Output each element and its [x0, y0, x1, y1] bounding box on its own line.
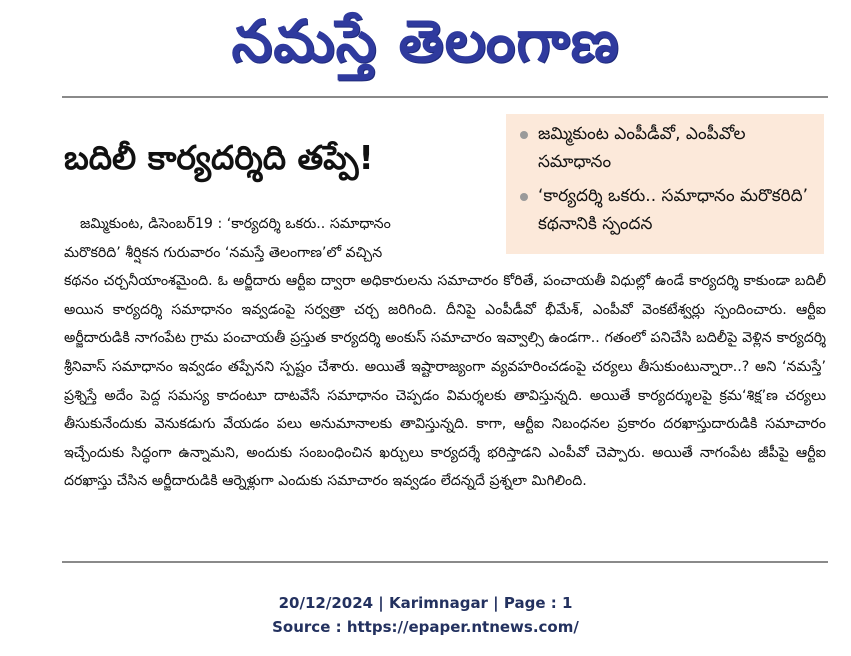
- summary-text: జమ్మికుంట ఎంపీడీవో, ఎంపీవోల సమాధానం: [538, 124, 746, 172]
- bullet-icon: [520, 131, 528, 139]
- bullet-icon: [520, 193, 528, 201]
- footer-source-line: Source : https://epaper.ntnews.com/: [272, 618, 579, 636]
- article-body-paragraph: కథనం చర్చనీయాంశమైంది. ఓ అర్జీదారు ఆర్టీఐ ద్వారా అధికారులను సమాచారం కోరితే, పంచాయతీ విధుల్లో ఉండే కార్యదర్శి కాకుండా బదిలీ అయిన కార్యదర్శి సమాధానం ఇవ్వడంపై సర్వత్రా చర్చ జరిగింది. దీనిపై ఎంపీడీవో భీమేశ్, ఎంపీవో వెంకటేశ్వర్లు స్పందించారు. ఆర్టీఐ అర్జీదారుడికి నాగంపేట గ్రామ పంచాయతీ ప్రస్తుత కార్యదర్శి అంకుస్ సమాచారం ఇవ్వాల్సి ఉండగా.. గతంలో పనిచేసి బదిలీపై వెళ్లిన కార్యదర్శి శ్రీనివాస్ సమాధానం ఇవ్వడం తప్పేనని స్పష్టం చేశారు. అయితే ఇష్టారాజ్యంగా వ్యవహరించడంపై చర్యలు తీసుకుంటున్నారా..? అని ‘నమస్తే’ ప్రశ్నిస్తే అదేం పెద్ద సమస్య కాదంటూ దాటవేసే సమాధానం చెప్పడం విమర్శలకు తావిస్తున్నది. అయితే కార్యదర్శులపై క్రమ‘శిక్ష’ణ చర్యలు తీసుకునేందుకు వెనుకడుగు వేయడం పలు అనుమానాలకు తావిస్తున్నది. కాగా, ఆర్టీఐ నిబంధనల ప్రకారం దరఖాస్తుదారుడికి సమాచారం ఇచ్చేందుకు సిద్ధంగా ఉన్నామని, అందుకు సంబంధించిన ఖర్చులు కార్యదర్శే భరిస్తాడని ఎంపీవో చెప్పారు. అయితే నాగంపేట జీపీపై ఆర్టీఐ దరఖాస్తు చేసిన అర్జీదారుడికి ఆర్నెళ్లుగా ఎందుకు సమాచారం ఇవ్వడం లేదన్నదే ప్రశ్నలా మిగిలింది.: [64, 273, 826, 490]
- summary-text: ‘కార్యదర్శి ఒకరు.. సమాధానం మరొకరిది’ కథనానికి స్పందన: [538, 186, 809, 234]
- summary-item: [516, 120, 816, 176]
- article-body: [64, 210, 826, 540]
- article-body-line: జమ్మికుంట, డిసెంబర్19 : ‘కార్యదర్శి ఒకరు.. సమాధానం: [80, 216, 391, 232]
- article-headline: బదిలీ కార్యదర్శిది తప్పే!: [64, 138, 374, 177]
- newspaper-masthead: [160, 2, 691, 82]
- masthead-title: నమస్తే తెలంగాణ: [231, 7, 620, 75]
- footer-date-line: 20/12/2024 | Karimnagar | Page : 1: [278, 594, 573, 612]
- bottom-divider: [62, 561, 828, 563]
- article-body-line: మరొకరిది’ శీర్షికన గురువారం ‘నమస్తే తెలంగాణ’లో వచ్చిన: [64, 244, 383, 261]
- top-divider: [62, 96, 828, 98]
